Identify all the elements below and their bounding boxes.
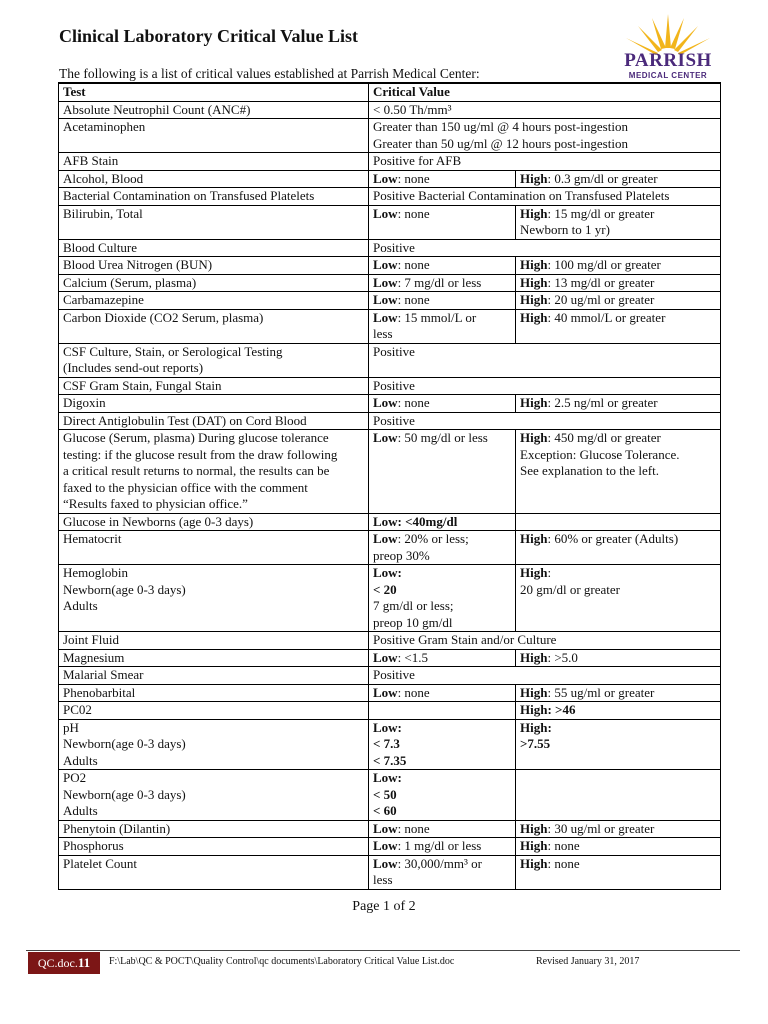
high-value [516, 170, 721, 188]
high-value [516, 513, 721, 531]
logo-name: PARRISH [624, 50, 712, 71]
test-name: Digoxin [59, 395, 369, 413]
low-text: 7 gm/dl or less; preop 10 gm/dl [373, 598, 454, 630]
low-label: Low [373, 274, 398, 290]
low-value [369, 684, 516, 702]
low-text: : none [397, 257, 430, 272]
table-row [59, 377, 721, 395]
critical-value: Positive [369, 667, 721, 685]
high-label: High [520, 820, 548, 836]
low-value [369, 170, 516, 188]
high-label: High [520, 684, 548, 700]
test-name: CSF Culture, Stain, or Serological Testing (Includes send-out reports) [59, 343, 369, 377]
test-name: Platelet Count [59, 855, 369, 889]
test-name: Absolute Neutrophil Count (ANC#) [59, 101, 369, 119]
test-name: Glucose in Newborns (age 0-3 days) [59, 513, 369, 531]
high-value [516, 430, 721, 514]
document-code-prefix: QC.doc. [37, 956, 78, 970]
test-name: Bilirubin, Total [59, 205, 369, 239]
intro-text: The following is a list of critical values established at Parrish Medical Center: [59, 66, 480, 81]
high-text: : 55 ug/ml or greater [547, 684, 655, 700]
low-value [369, 702, 516, 720]
test-name: Bacterial Contamination on Transfused Platelets [59, 188, 369, 206]
column-header-test: Test [59, 83, 369, 101]
test-name: Carbamazepine [59, 292, 369, 310]
high-label: High: >7.55 [520, 719, 552, 751]
high-text: : 20 ug/ml or greater [547, 292, 655, 307]
high-value [516, 257, 721, 275]
low-text: : none [397, 205, 430, 221]
low-label: Low [373, 292, 398, 307]
low-label: Low [373, 309, 398, 325]
column-header-critical-value: Critical Value [369, 83, 721, 101]
critical-value: Positive [369, 412, 721, 430]
table-row [59, 770, 721, 821]
test-name: Carbon Dioxide (CO2 Serum, plasma) [59, 309, 369, 343]
low-label: Low: <40mg/dl [373, 513, 458, 529]
high-label: High [520, 649, 548, 665]
table-row [59, 153, 721, 171]
low-value [369, 257, 516, 275]
high-text: : none [547, 855, 580, 871]
test-name: Blood Urea Nitrogen (BUN) [59, 257, 369, 275]
low-label: Low [373, 395, 398, 410]
high-label: High [520, 257, 548, 272]
low-value [369, 205, 516, 239]
table-row [59, 531, 721, 565]
table-row [59, 667, 721, 685]
high-value [516, 820, 721, 838]
table-row [59, 395, 721, 413]
low-value [369, 430, 516, 514]
high-text: : 20 gm/dl or greater [520, 565, 620, 597]
low-label: Low [373, 649, 398, 665]
test-name: Glucose (Serum, plasma) During glucose tolerance testing: if the glucose result from the draw following a critical result returns to normal, the results can be faxed to the physician office with the comment “Results faxed to physician office.” [59, 430, 369, 514]
high-label: High [520, 430, 548, 445]
document-title: Clinical Laboratory Critical Value List [59, 26, 358, 46]
table-row [59, 188, 721, 206]
high-label: High [520, 274, 548, 290]
high-value [516, 274, 721, 292]
high-text: : 60% or greater (Adults) [547, 531, 679, 546]
low-value [369, 292, 516, 310]
low-text: : 1 mg/dl or less [397, 838, 482, 853]
low-label: Low [373, 170, 398, 186]
low-value [369, 770, 516, 821]
critical-value: Positive [369, 239, 721, 257]
critical-value: Positive Bacterial Contamination on Transfused Platelets [369, 188, 721, 206]
table-row [59, 101, 721, 119]
high-value [516, 309, 721, 343]
test-name: Blood Culture [59, 239, 369, 257]
table-row [59, 702, 721, 720]
high-label: High [520, 855, 548, 871]
low-text: : 30,000/mm³ or less [373, 855, 482, 887]
low-value [369, 309, 516, 343]
test-name: Phenobarbital [59, 684, 369, 702]
test-name: Acetaminophen [59, 119, 369, 153]
table-row [59, 430, 721, 514]
table-row [59, 343, 721, 377]
test-name: CSF Gram Stain, Fungal Stain [59, 377, 369, 395]
low-text: : none [397, 395, 430, 410]
critical-value: Positive [369, 377, 721, 395]
critical-value: Greater than 150 ug/ml @ 4 hours post-ingestion Greater than 50 ug/ml @ 12 hours post-ingestion [369, 119, 721, 153]
high-value [516, 649, 721, 667]
test-name: Phosphorus [59, 838, 369, 856]
high-value [516, 292, 721, 310]
low-value [369, 719, 516, 770]
high-text: : >5.0 [547, 649, 578, 665]
critical-value: < 0.50 Th/mm³ [369, 101, 721, 119]
high-value [516, 719, 721, 770]
test-name: AFB Stain [59, 153, 369, 171]
low-label: Low [373, 430, 398, 445]
high-value [516, 702, 721, 720]
table-row [59, 820, 721, 838]
parrish-logo [612, 12, 724, 82]
low-value [369, 531, 516, 565]
high-label: High: >46 [520, 702, 576, 717]
high-label: High [520, 395, 548, 410]
table-row [59, 565, 721, 632]
low-text: : 50 mg/dl or less [397, 430, 488, 445]
high-text: : 100 mg/dl or greater [547, 257, 661, 272]
test-name: PO2 Newborn(age 0-3 days) Adults [59, 770, 369, 821]
table-row [59, 274, 721, 292]
low-label: Low: < 7.3 < 7.35 [373, 719, 407, 768]
table-header-row [59, 83, 721, 101]
low-text: : <1.5 [397, 649, 429, 665]
critical-value: Positive Gram Stain and/or Culture [369, 632, 721, 650]
low-text: : none [397, 820, 430, 836]
high-value [516, 565, 721, 632]
low-value [369, 855, 516, 889]
table-row [59, 513, 721, 531]
high-label: High [520, 838, 548, 853]
table-row [59, 257, 721, 275]
table-row [59, 309, 721, 343]
table-row [59, 119, 721, 153]
low-value [369, 820, 516, 838]
table-row [59, 292, 721, 310]
high-text: : none [547, 838, 580, 853]
test-name: Calcium (Serum, plasma) [59, 274, 369, 292]
table-row [59, 239, 721, 257]
test-name: pH Newborn(age 0-3 days) Adults [59, 719, 369, 770]
critical-value-table [58, 82, 721, 890]
low-value [369, 395, 516, 413]
low-label: Low [373, 205, 398, 221]
low-label: Low [373, 531, 398, 546]
low-text: : none [397, 684, 430, 700]
document-code-badge [28, 952, 100, 974]
high-label: High [520, 531, 548, 546]
low-label: Low: < 20 [373, 565, 402, 597]
test-name: PC02 [59, 702, 369, 720]
low-text: : 20% or less; preop 30% [373, 531, 469, 563]
low-value [369, 649, 516, 667]
high-value [516, 855, 721, 889]
test-name: Alcohol, Blood [59, 170, 369, 188]
table-row [59, 855, 721, 889]
low-label: Low [373, 684, 398, 700]
table-row [59, 838, 721, 856]
low-label: Low [373, 257, 398, 272]
low-value [369, 513, 516, 531]
test-name: Direct Antiglobulin Test (DAT) on Cord Blood [59, 412, 369, 430]
table-row [59, 205, 721, 239]
low-value [369, 838, 516, 856]
low-label: Low [373, 838, 398, 853]
high-value [516, 531, 721, 565]
high-text: : 15 mg/dl or greater Newborn to 1 yr) [520, 205, 655, 237]
revised-date: Revised January 31, 2017 [536, 956, 640, 967]
test-name: Hematocrit [59, 531, 369, 565]
high-value [516, 838, 721, 856]
high-text: : 450 mg/dl or greater Exception: Glucose Tolerance. See explanation to the left. [520, 430, 680, 478]
test-name: Phenytoin (Dilantin) [59, 820, 369, 838]
low-label: Low [373, 820, 398, 836]
high-text: : 30 ug/ml or greater [547, 820, 655, 836]
high-label: High [520, 565, 548, 580]
high-text: : 40 mmol/L or greater [547, 309, 666, 325]
high-value [516, 770, 721, 821]
test-name: Joint Fluid [59, 632, 369, 650]
high-value [516, 395, 721, 413]
low-label: Low: < 50 < 60 [373, 770, 402, 818]
table-body [59, 101, 721, 889]
critical-value: Positive [369, 343, 721, 377]
footer-divider [26, 950, 740, 951]
high-label: High [520, 309, 548, 325]
high-value [516, 684, 721, 702]
low-value [369, 565, 516, 632]
high-text: : 2.5 ng/ml or greater [547, 395, 658, 410]
table-row [59, 649, 721, 667]
table-row [59, 170, 721, 188]
low-text: : 15 mmol/L or less [373, 309, 477, 341]
low-value [369, 274, 516, 292]
table-row [59, 412, 721, 430]
high-text: : 0.3 gm/dl or greater [547, 170, 658, 186]
document-code-number: 11 [77, 955, 91, 970]
low-label: Low [373, 855, 398, 871]
critical-value: Positive for AFB [369, 153, 721, 171]
high-value [516, 205, 721, 239]
low-text: : none [397, 170, 430, 186]
low-text: : none [397, 292, 430, 307]
test-name: Hemoglobin Newborn(age 0-3 days) Adults [59, 565, 369, 632]
page-number: Page 1 of 2 [352, 899, 416, 914]
high-label: High [520, 170, 548, 186]
high-label: High [520, 205, 548, 221]
table-row [59, 632, 721, 650]
file-path: F:\Lab\QC & POCT\Quality Control\qc documents\Laboratory Critical Value List.doc [109, 956, 455, 967]
test-name: Malarial Smear [59, 667, 369, 685]
logo-subtitle: MEDICAL CENTER [628, 71, 708, 80]
table-row [59, 719, 721, 770]
high-text: : 13 mg/dl or greater [547, 274, 655, 290]
low-text: : 7 mg/dl or less [397, 274, 482, 290]
high-label: High [520, 292, 548, 307]
table-row [59, 684, 721, 702]
test-name: Magnesium [59, 649, 369, 667]
